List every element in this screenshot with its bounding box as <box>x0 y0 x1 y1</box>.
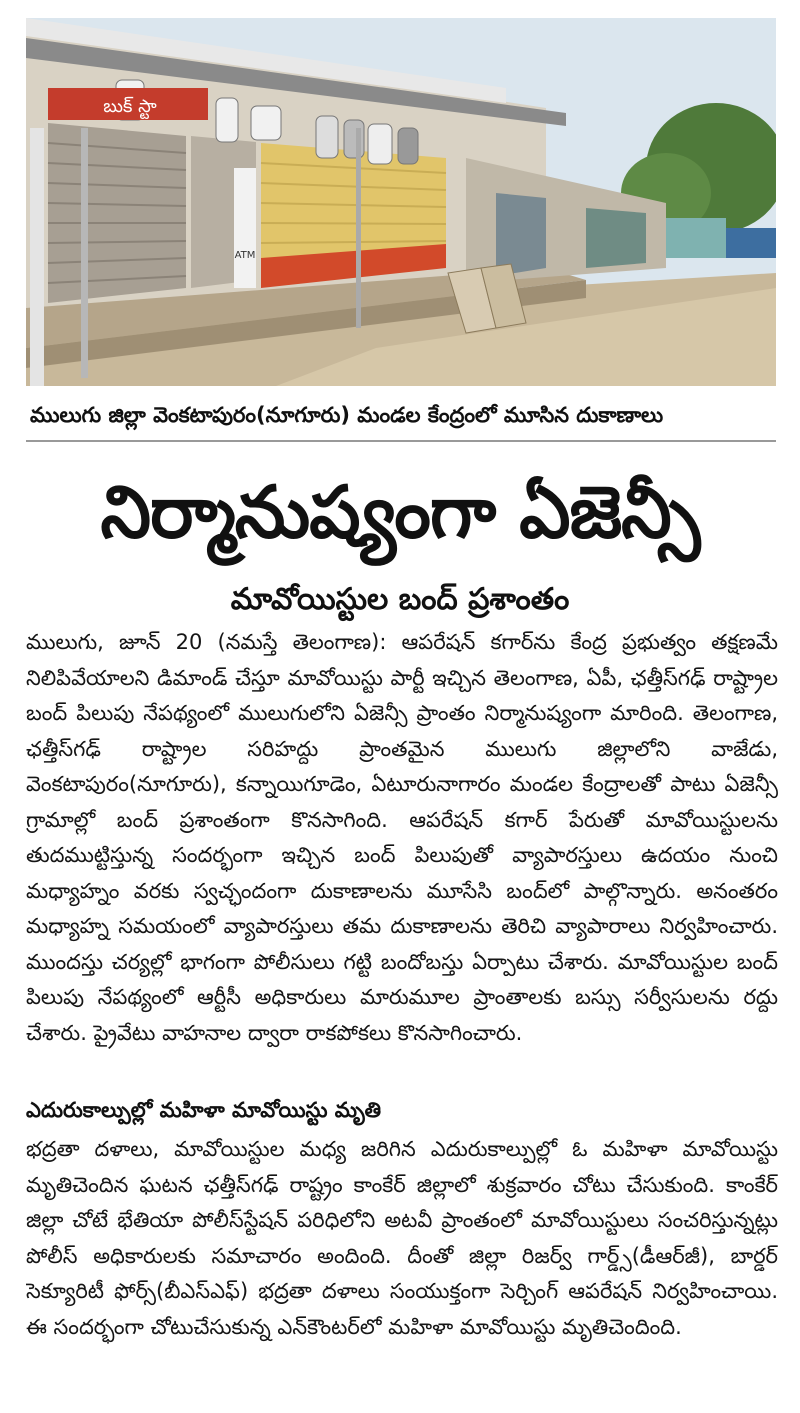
news-photo <box>26 18 776 386</box>
crosshead: ఎదురుకాల్పుల్లో మహిళా మావోయిస్టు మృతి <box>26 1098 382 1122</box>
subheadline: మావోయిస్టుల బంద్ ప్రశాంతం <box>230 582 570 617</box>
article-body-paragraph-2: భద్రతా దళాలు, మావోయిస్టుల మధ్య జరిగిన ఎదురుకాల్పుల్లో ఓ మహిళా మావోయిస్టు మృతిచెందిన ఘటన ఛత్తీస్‌గఢ్ రాష్ట్రం కాంకేర్ జిల్లాలో శుక్రవారం చోటు చేసుకుంది. కాంకేర్ జిల్లా చోటే భేతియా పోలీస్‌స్టేషన్ పరిధిలోని అటవీ ప్రాంతంలో మావోయిస్టులు సంచరిస్తున్నట్లు పోలీస్ అధికారులకు సమాచారం అందింది. దీంతో జిల్లా రిజర్వ్ గార్డ్స్(డీఆర్‌జీ), బార్డర్ సెక్యూరిటీ ఫోర్స్(బీఎస్‌ఎఫ్) భద్రతా దళాలు సంయుక్తంగా సెర్చింగ్ ఆపరేషన్ నిర్వహించాయి. ఈ సందర్భంగా చోటుచేసుకున్న ఎన్‌కౌంటర్‌లో మహిళా మావోయిస్టు మృతిచెందింది. <box>26 1137 778 1339</box>
divider <box>26 440 776 442</box>
shop-sign: బుక్ స్టా <box>103 96 157 117</box>
atm-sign: ATM <box>234 250 256 261</box>
photo-caption: ములుగు జిల్లా వెంకటాపురం(నూగూరు) మండల కేంద్రంలో మూసిన దుకాణాలు <box>30 403 664 427</box>
headline: నిర్మానుష్యంగా ఏజెన్సీ <box>100 470 700 554</box>
article-body-paragraph: ములుగు, జూన్ 20 (నమస్తే తెలంగాణ): ఆపరేషన్ కగార్‌ను కేంద్ర ప్రభుత్వం తక్షణమే నిలిపివేయాలని డిమాండ్ చేస్తూ మావోయిస్టు పార్టీ ఇచ్చిన తెలంగాణ, ఏపీ, ఛత్తీస్‌గఢ్ రాష్ట్రాల బంద్ పిలుపు నేపథ్యంలో ములుగులోని ఏజెన్సీ ప్రాంతం నిర్మానుష్యంగా మారింది. తెలంగాణ, ఛత్తీస్‌గఢ్ రాష్ట్రాల సరిహద్దు ప్రాంతమైన ములుగు జిల్లాలోని వాజేడు, వెంకటాపురం(నూగూరు), కన్నాయిగూడెం, ఏటూరునాగారం మండల కేంద్రాలతో పాటు ఏజెన్సీ గ్రామాల్లో బంద్ ప్రశాంతంగా కొనసాగింది. ఆపరేషన్ కగార్ పేరుతో మావోయిస్టులను తుదముట్టిస్తున్న సందర్భంగా ఇచ్చిన బంద్ పిలుపుతో వ్యాపారస్తులు ఉదయం నుంచి మధ్యాహ్నం వరకు స్వచ్ఛందంగా దుకాణాలను మూసేసి బంద్‌లో పాల్గొన్నారు. అనంతరం మధ్యాహ్న సమయంలో వ్యాపారస్తులు తమ దుకాణాలను తెరిచి వ్యాపారాలు నిర్వహించారు. ముందస్తు చర్యల్లో భాగంగా పోలీసులు గట్టి బందోబస్తు ఏర్పాటు చేశారు. మావోయిస్టుల బంద్ పిలుపు నేపథ్యంలో ఆర్టీసీ అధికారులు మారుమూల ప్రాంతాలకు బస్సు సర్వీసులను రద్దు చేశారు. ప్రైవేటు వాహనాల ద్వారా రాకపోకలు కొనసాగించారు. <box>26 630 778 1045</box>
closed-shops-illustration <box>26 18 776 386</box>
